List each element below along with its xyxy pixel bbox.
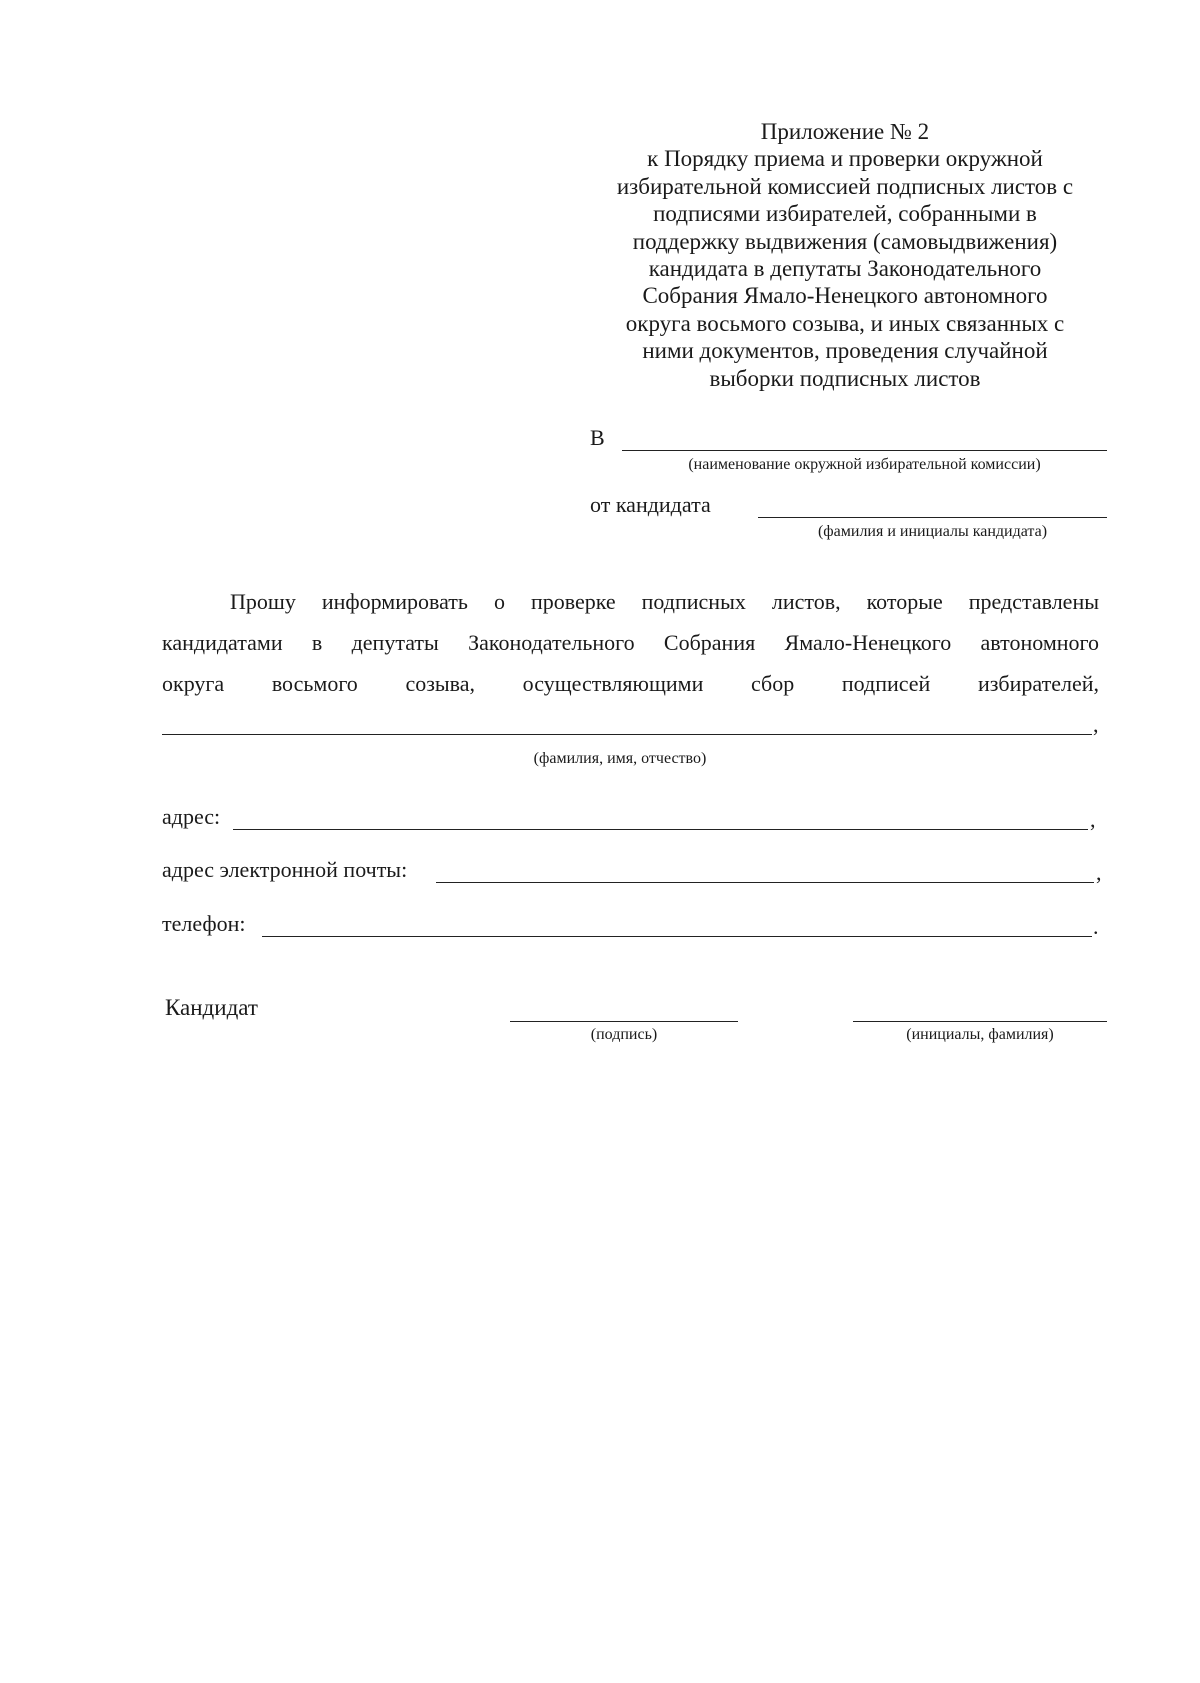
commission-name-field[interactable] xyxy=(622,450,1107,451)
appendix-line: округа восьмого созыва, и иных связанных с xyxy=(625,310,1065,336)
initials-surname-field[interactable] xyxy=(853,1021,1107,1022)
address-field[interactable] xyxy=(233,829,1088,830)
candidate-name-caption: (фамилия и инициалы кандидата) xyxy=(817,523,1048,540)
paragraph-line: округа восьмого созыва, осуществляющими сбор подписей избирателей, xyxy=(162,671,1099,696)
appendix-line: подписями избирателей, собранными в xyxy=(653,201,1037,227)
phone-label: телефон: xyxy=(162,911,246,936)
to-label: В xyxy=(590,425,605,450)
appendix-line: ними документов, проведения случайной xyxy=(642,338,1048,364)
appendix-header xyxy=(600,118,1090,392)
appendix-line: кандидата в депутаты Законодательного xyxy=(648,256,1042,282)
full-name-comma: , xyxy=(1093,712,1099,737)
full-name-field[interactable] xyxy=(162,734,1092,735)
full-name-caption: (фамилия, имя, отчество) xyxy=(533,750,707,767)
candidate-name-field[interactable] xyxy=(758,517,1107,518)
paragraph-line: кандидатами в депутаты Законодательного Собрания Ямало-Ненецкого автономного xyxy=(162,630,1099,655)
address-comma: , xyxy=(1090,807,1096,832)
signature-caption: (подпись) xyxy=(590,1026,658,1043)
address-label: адрес: xyxy=(162,804,221,829)
phone-field[interactable] xyxy=(262,936,1092,937)
email-comma: , xyxy=(1096,860,1102,885)
appendix-line: поддержку выдвижения (самовыдвижения) xyxy=(632,228,1058,254)
commission-name-caption: (наименование окружной избирательной комиссии) xyxy=(688,456,1041,473)
candidate-signature-label: Кандидат xyxy=(165,995,258,1020)
phone-period: . xyxy=(1093,914,1099,939)
email-field[interactable] xyxy=(436,882,1094,883)
appendix-line: избирательной комиссией подписных листов с xyxy=(616,173,1074,199)
appendix-line: к Порядку приема и проверки окружной xyxy=(647,146,1043,172)
from-label: от кандидата xyxy=(590,492,711,517)
appendix-title: Приложение № 2 xyxy=(760,119,930,144)
signature-field[interactable] xyxy=(510,1021,738,1022)
initials-surname-caption: (инициалы, фамилия) xyxy=(906,1026,1054,1043)
paragraph-line: Прошу информировать о проверке подписных листов, которые представлены xyxy=(230,589,1099,614)
appendix-line: Собрания Ямало-Ненецкого автономного xyxy=(642,283,1048,309)
email-label: адрес электронной почты: xyxy=(162,857,408,882)
appendix-line: выборки подписных листов xyxy=(709,365,981,391)
request-paragraph xyxy=(162,581,1099,704)
